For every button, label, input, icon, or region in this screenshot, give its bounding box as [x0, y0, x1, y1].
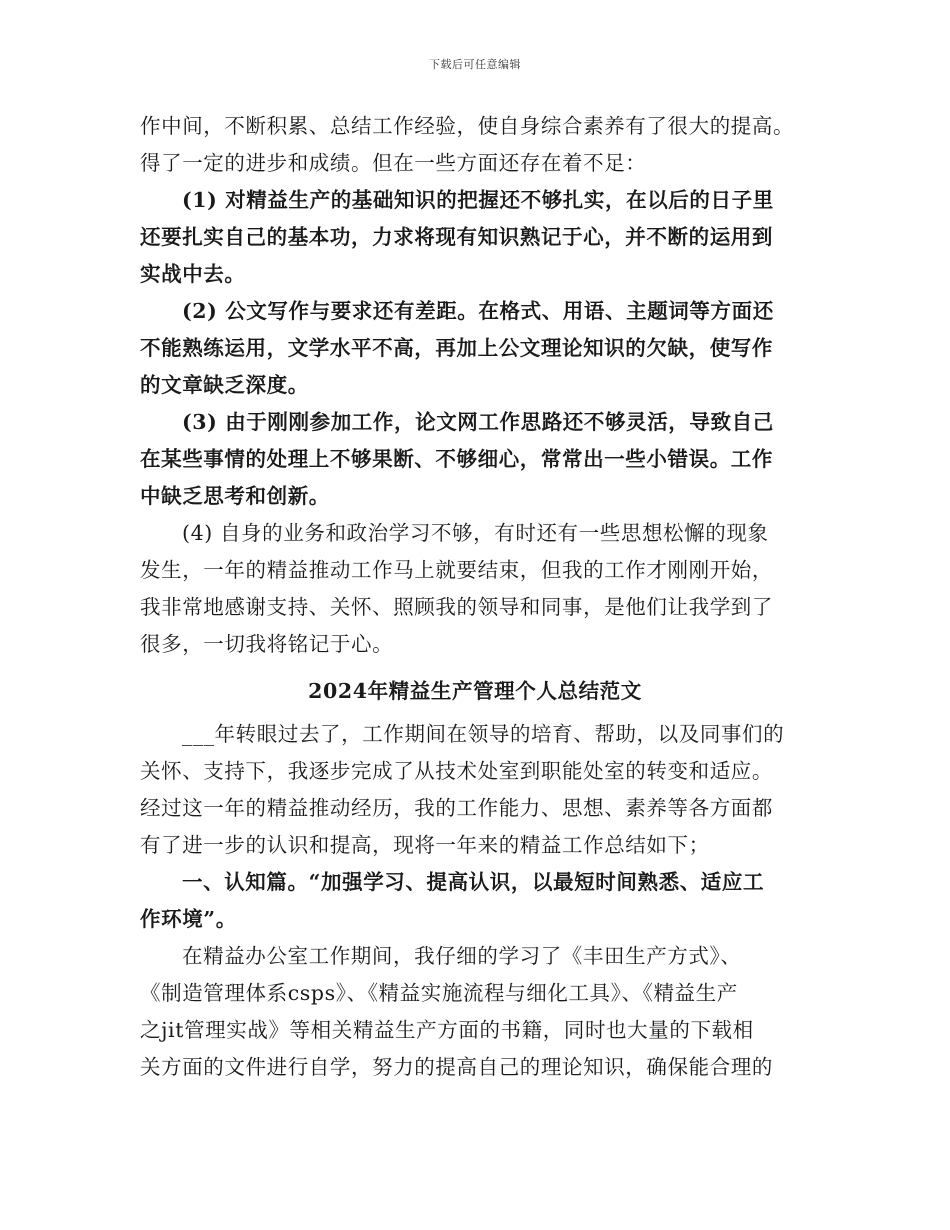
text-line: (1) 对精益生产的基础知识的把握还不够扎实，在以后的日子里 — [182, 188, 774, 212]
text-line: 我非常地感谢支持、关怀、照顾我的领导和同事，是他们让我学到了 — [140, 595, 773, 619]
text-line: 不能熟练运用，文学水平不高，再加上公文理论知识的欠缺，使写作 — [140, 336, 773, 360]
paragraph-summary-intro — [140, 716, 810, 864]
text-line: (4) 自身的业务和政治学习不够，有时还有一些思想松懈的现象 — [182, 521, 769, 545]
section-title: 2024年精益生产管理个人总结范文 — [308, 679, 642, 703]
document-body — [140, 108, 810, 1086]
paragraph-heading-cognition — [140, 864, 810, 938]
paragraph-shortcoming-4 — [140, 515, 810, 663]
text-line: 关方面的文件进行自学，努力的提高自己的理论知识，确保能合理的 — [140, 1055, 773, 1079]
text-line: ___年转眼过去了，工作期间在领导的培育、帮助，以及同事们的 — [182, 722, 785, 746]
text-line: 的文章缺乏深度。 — [140, 373, 309, 397]
paragraph-study — [140, 938, 810, 1086]
text-line: 《制造管理体系csps》、《精益实施流程与细化工具》、《精益生产 — [140, 981, 738, 1005]
page-header-note: 下载后可任意编辑 — [429, 58, 521, 71]
text-line: (2) 公文写作与要求还有差距。在格式、用语、主题词等方面还 — [182, 299, 774, 323]
text-line: 在精益办公室工作期间，我仔细的学习了《丰田生产方式》、 — [182, 944, 742, 968]
text-line: 实战中去。 — [140, 262, 246, 286]
text-line: 还要扎实自己的基本功，力求将现有知识熟记于心，并不断的运用到 — [140, 225, 773, 249]
text-line: 关怀、支持下，我逐步完成了从技术处室到职能处室的转变和适应。 — [140, 759, 773, 783]
paragraph-shortcoming-1 — [140, 182, 810, 293]
text-line: 作中间，不断积累、总结工作经验，使自身综合素养有了很大的提高。 — [140, 114, 795, 138]
text-line: 得了一定的进步和成绩。但在一些方面还存在着不足： — [140, 151, 647, 175]
text-line: 经过这一年的精益推动经历，我的工作能力、思想、素养等各方面都 — [140, 796, 773, 820]
paragraph-shortcoming-3 — [140, 404, 810, 515]
text-line: 作环境”。 — [140, 907, 237, 931]
text-line: 很多，一切我将铭记于心。 — [140, 632, 394, 656]
text-line: 中缺乏思考和创新。 — [140, 484, 330, 508]
paragraph-shortcoming-2 — [140, 293, 810, 404]
text-line: 之jit管理实战》等相关精益生产方面的书籍，同时也大量的下载相 — [140, 1018, 754, 1042]
text-line: 在某些事情的处理上不够果断、不够细心，常常出一些小错误。工作 — [140, 447, 773, 471]
text-line: 发生，一年的精益推动工作马上就要结束，但我的工作才刚刚开始， — [140, 558, 773, 582]
text-line: (3) 由于刚刚参加工作，论文网工作思路还不够灵活，导致自己 — [182, 410, 774, 434]
paragraph-intro — [140, 108, 810, 182]
text-line: 一、认知篇。“加强学习、提高认识，以最短时间熟悉、适应工 — [182, 870, 765, 894]
text-line: 有了进一步的认识和提高，现将一年来的精益工作总结如下； — [140, 833, 710, 857]
